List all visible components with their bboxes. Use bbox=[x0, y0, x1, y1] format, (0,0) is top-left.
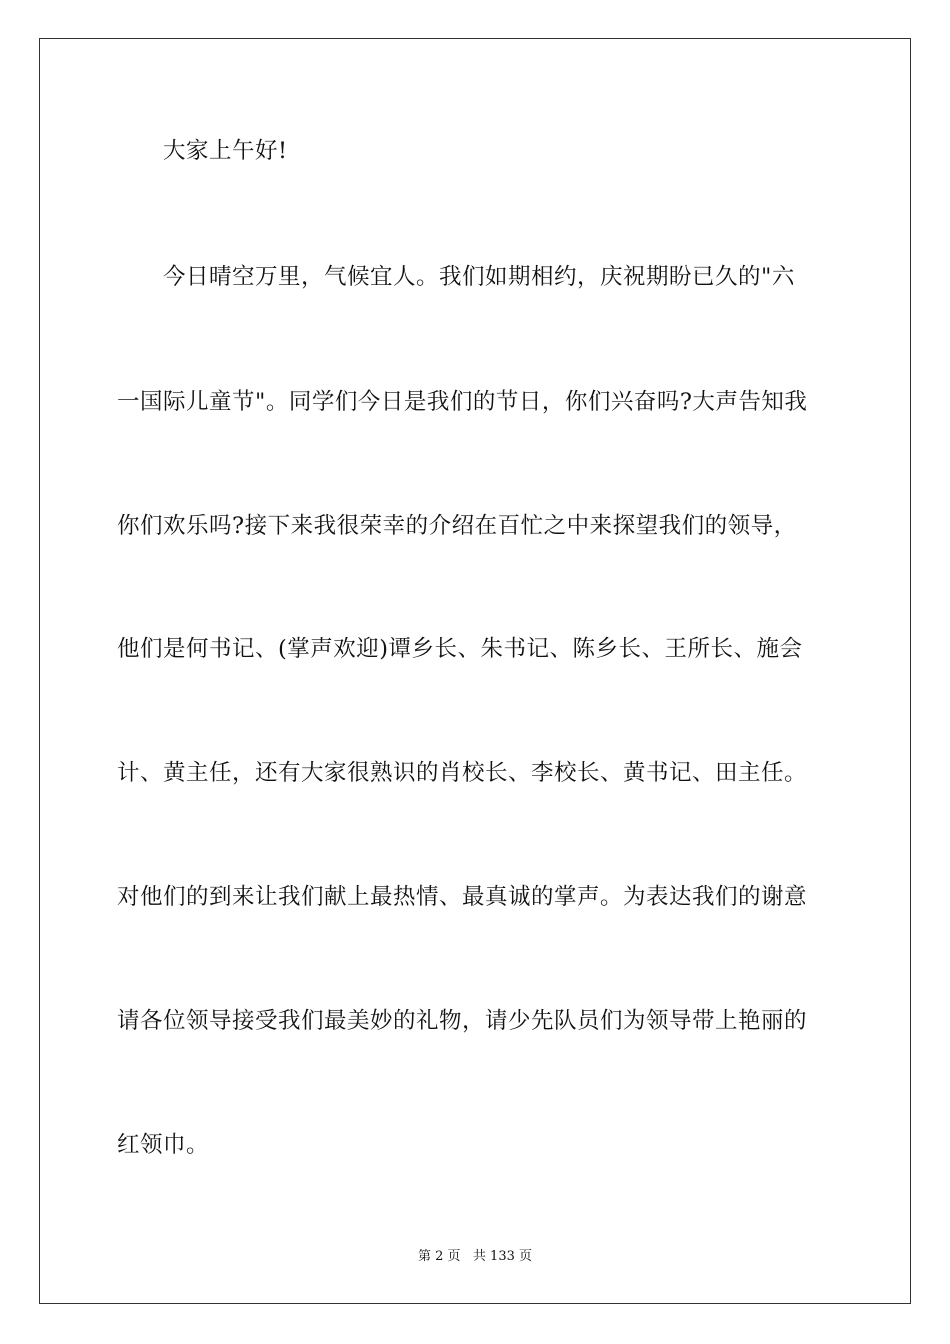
text-line-2: 一国际儿童节"。同学们今日是我们的节日，你们兴奋吗?大声告知我 bbox=[117, 389, 808, 415]
text-line-6: 对他们的到来让我们献上最热情、最真诚的掌声。为表达我们的谢意 bbox=[117, 884, 808, 910]
page-number-footer: 第 2 页 共 133 页 bbox=[417, 1249, 532, 1264]
greeting-line: 大家上午好! bbox=[163, 138, 288, 164]
text-line-1: 今日晴空万里，气候宜人。我们如期相约，庆祝期盼已久的"六 bbox=[163, 264, 795, 290]
text-line-7: 请各位领导接受我们最美妙的礼物，请少先队员们为领导带上艳丽的 bbox=[117, 1008, 808, 1034]
text-line-5: 计、黄主任，还有大家很熟识的肖校长、李校长、黄书记、田主任。 bbox=[117, 760, 808, 786]
text-line-3: 你们欢乐吗?接下来我很荣幸的介绍在百忙之中来探望我们的领导， bbox=[117, 513, 797, 539]
text-line-8: 红领巾。 bbox=[117, 1132, 210, 1158]
page-border bbox=[39, 38, 911, 1304]
text-line-4: 他们是何书记、(掌声欢迎)谭乡长、朱书记、陈乡长、王所长、施会 bbox=[117, 636, 803, 662]
